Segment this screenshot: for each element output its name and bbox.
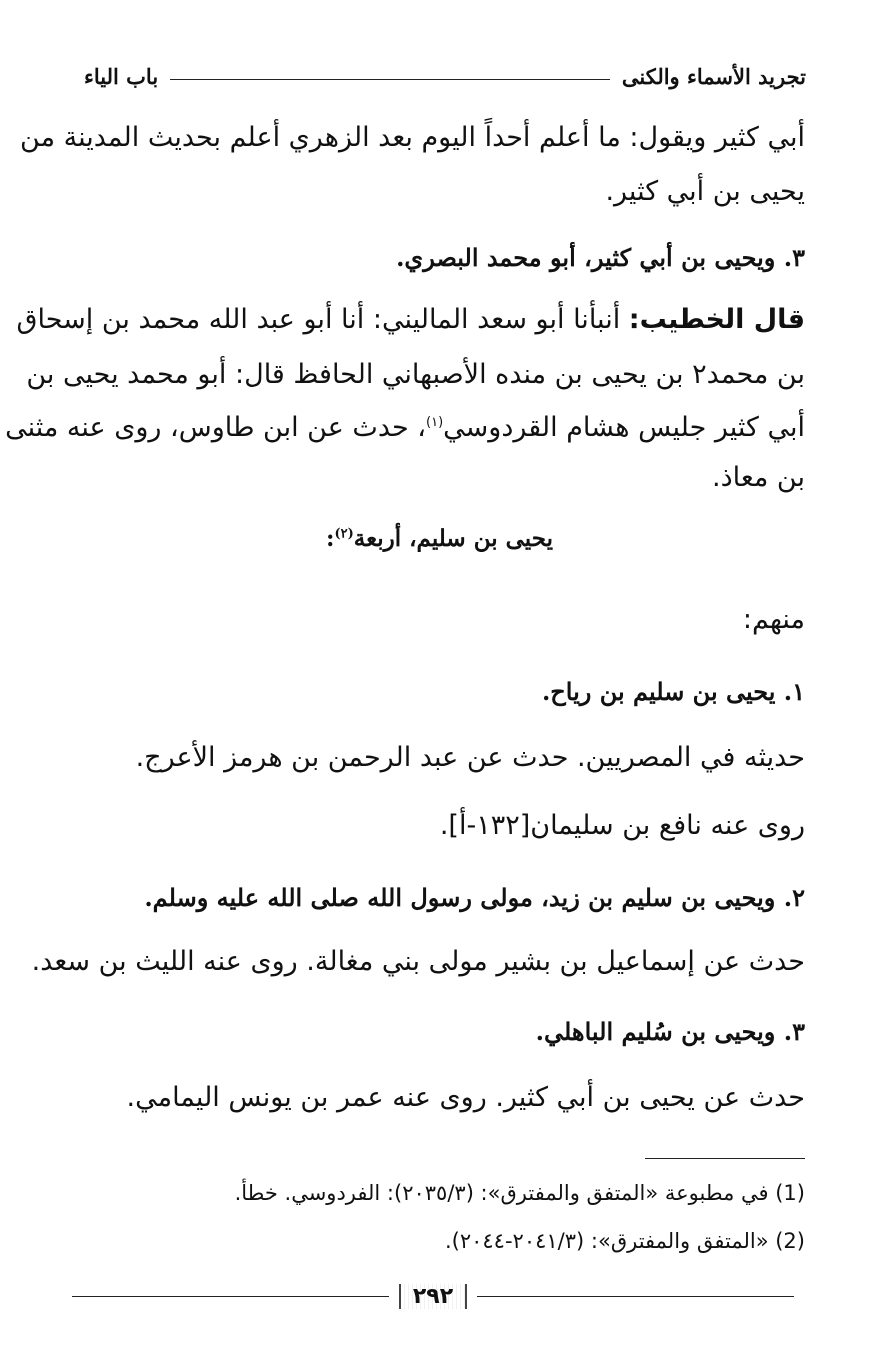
paragraph-line: منهم: bbox=[742, 604, 805, 635]
paragraph-line: روى عنه نافع بن سليمان[١٣٢-أ]. bbox=[439, 810, 805, 841]
paragraph-line: أبي كثير ويقول: ما أعلم أحداً اليوم بعد الزهري أعلم بحديث المدينة من bbox=[20, 122, 805, 153]
paragraph-line: بن معاذ. bbox=[712, 462, 805, 493]
paragraph-line: بن محمد٢ بن يحيى بن منده الأصبهاني الحافظ قال: أبو محمد يحيى بن bbox=[26, 359, 805, 390]
footnote-marker: (٢) bbox=[334, 526, 354, 542]
running-header bbox=[84, 60, 806, 92]
paragraph-line: حدث عن يحيى بن أبي كثير. روى عنه عمر بن يونس اليمامي. bbox=[126, 1082, 805, 1113]
paragraph-line bbox=[5, 410, 805, 446]
page-footer bbox=[72, 1278, 794, 1314]
paragraph-text: أبي كثير جليس هشام القردوسي bbox=[443, 412, 805, 443]
section-heading-text: يحيى بن سليم، أربعة bbox=[353, 525, 553, 552]
paragraph-line: حديثه في المصريين. حدث عن عبد الرحمن بن هرمز الأعرج. bbox=[135, 742, 805, 773]
entry-heading: ٢. ويحيى بن سليم بن زيد، مولى رسول الله صلى الله عليه وسلم. bbox=[144, 883, 805, 912]
paragraph-line: حدث عن إسماعيل بن بشير مولى بني مغالة. روى عنه الليث بن سعد. bbox=[31, 946, 805, 977]
chapter-title: باب الياء bbox=[84, 63, 159, 89]
footnote: (2) «المتفق والمفترق»: (٢٠٤١/٣-٢٠٤٤). bbox=[444, 1229, 805, 1253]
page-number: ٢٩٢ bbox=[399, 1284, 467, 1309]
footer-rule bbox=[477, 1296, 794, 1297]
paragraph-text: أنبأنا أبو سعد الماليني: أنا أبو عبد الله محمد بن إسحاق bbox=[16, 304, 629, 335]
paragraph-text: ، حدث عن ابن طاوس، روى عنه مثنى bbox=[5, 412, 427, 443]
paragraph-line bbox=[16, 302, 805, 338]
section-heading bbox=[0, 522, 879, 556]
footnote: (1) في مطبوعة «المتفق والمفترق»: (٢٠٣٥/٣): الفردوسي. خطأ. bbox=[234, 1181, 805, 1205]
header-rule bbox=[170, 79, 610, 80]
entry-heading: ٣. ويحيى بن سُليم الباهلي. bbox=[535, 1017, 805, 1046]
footer-rule bbox=[72, 1296, 389, 1297]
book-title: تجريد الأسماء والكنى bbox=[621, 63, 806, 89]
speaker-label: قال الخطيب: bbox=[628, 304, 805, 335]
entry-heading: ١. يحيى بن سليم بن رياح. bbox=[541, 677, 805, 706]
section-heading-colon: : bbox=[326, 525, 335, 552]
entry-heading: ٣. ويحيى بن أبي كثير، أبو محمد البصري. bbox=[396, 243, 805, 272]
paragraph-line: يحيى بن أبي كثير. bbox=[605, 176, 805, 207]
footnote-marker: (١) bbox=[426, 415, 444, 430]
footnote-rule bbox=[645, 1158, 805, 1159]
